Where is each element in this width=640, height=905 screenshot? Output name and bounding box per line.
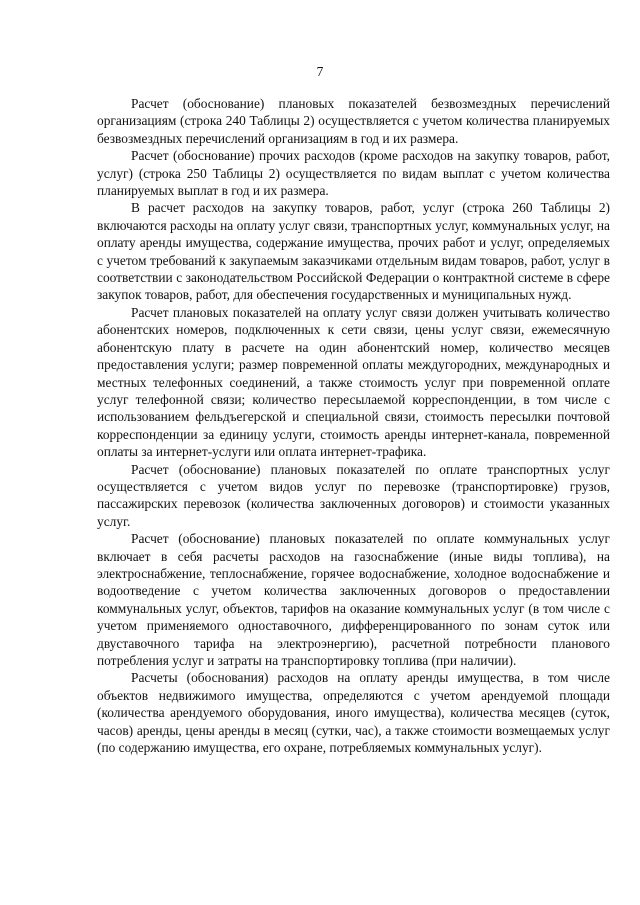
paragraph-gratuitous-transfers: Расчет (обоснование) плановых показателей безвозмездных перечислений организациям (строка 240 Таблицы 2) осуществляется с учетом количества планируемых безвозмездных перечислений организациям в год и их размера. [97, 96, 610, 146]
paragraph-other-expenses: Расчет (обоснование) прочих расходов (кроме расходов на закупку товаров, работ, услуг) (строка 250 Таблицы 2) осуществляется по видам выплат с учетом количества планируемых выплат в год и их размера. [97, 148, 610, 199]
document-body [97, 95, 610, 756]
paragraph-procurement-expenses: В расчет расходов на закупку товаров, работ, услуг (строка 260 Таблицы 2) включаются расходы на оплату услуг связи, транспортных услуг, коммунальных услуг, на оплату аренды имущества, содержание имущества, прочих работ и услуг, определяемых с учетом требований к закупаемым заказчиками отдельным видам товаров, работ, услуг в соответствии с законодательством Российской Федерации о контрактной системе в сфере закупок товаров, работ, для обеспечения государственных и муниципальных нужд. [97, 200, 610, 303]
paragraph-utility-services: Расчет (обоснование) плановых показателей по оплате коммунальных услуг включает в себя расчеты расходов на газоснабжение (иные виды топлива), на электроснабжение, теплоснабжение, горячее водоснабжение, холодное водоснабжение и водоотведение с учетом количества заключенных договоров о предоставлении коммунальных услуг, объектов, тарифов на оказание коммунальных услуг (в том числе с учетом применяемого одноставочного, дифференцированного по зонам суток или двуставочного тарифа на электроэнергию), расчетной потребности планового потребления услуг и затраты на транспортировку топлива (при наличии). [97, 531, 610, 668]
page-number: 7 [316, 64, 324, 79]
paragraph-transport-services: Расчет (обоснование) плановых показателей по оплате транспортных услуг осуществляется с учетом видов услуг по перевозке (транспортировке) грузов, пассажирских перевозок (количества заключенных договоров) и стоимости указанных услуг. [97, 461, 610, 529]
paragraph-property-rent: Расчеты (обоснования) расходов на оплату аренды имущества, в том числе объектов недвижимого имущества, определяются с учетом арендуемой площади (количества арендуемого оборудования, иного имущества), количества месяцев (суток, часов) аренды, цены аренды в месяц (сутки, час), а также стоимости возмещаемых услуг (по содержанию имущества, его охране, потребляемых коммунальных услуг). [97, 670, 610, 756]
paragraph-communication-services: Расчет плановых показателей на оплату услуг связи должен учитывать количество абонентских номеров, подключенных к сети связи, цены услуг связи, ежемесячную абонентскую плату в расчете на один абонентский номер, количество месяцев предоставления услуги; размер повременной оплаты междугородних, международных и местных телефонных соединений, а также стоимость услуг при повременной оплате услуг телефонной связи; количество пересылаемой корреспонденции, в том числе с использованием фельдъегерской и специальной связи, стоимость пересылки почтовой корреспонденции за единицу услуги, стоимость аренды интернет-канала, повременной оплаты за интернет-услуги или оплата интернет-трафика. [97, 304, 610, 460]
